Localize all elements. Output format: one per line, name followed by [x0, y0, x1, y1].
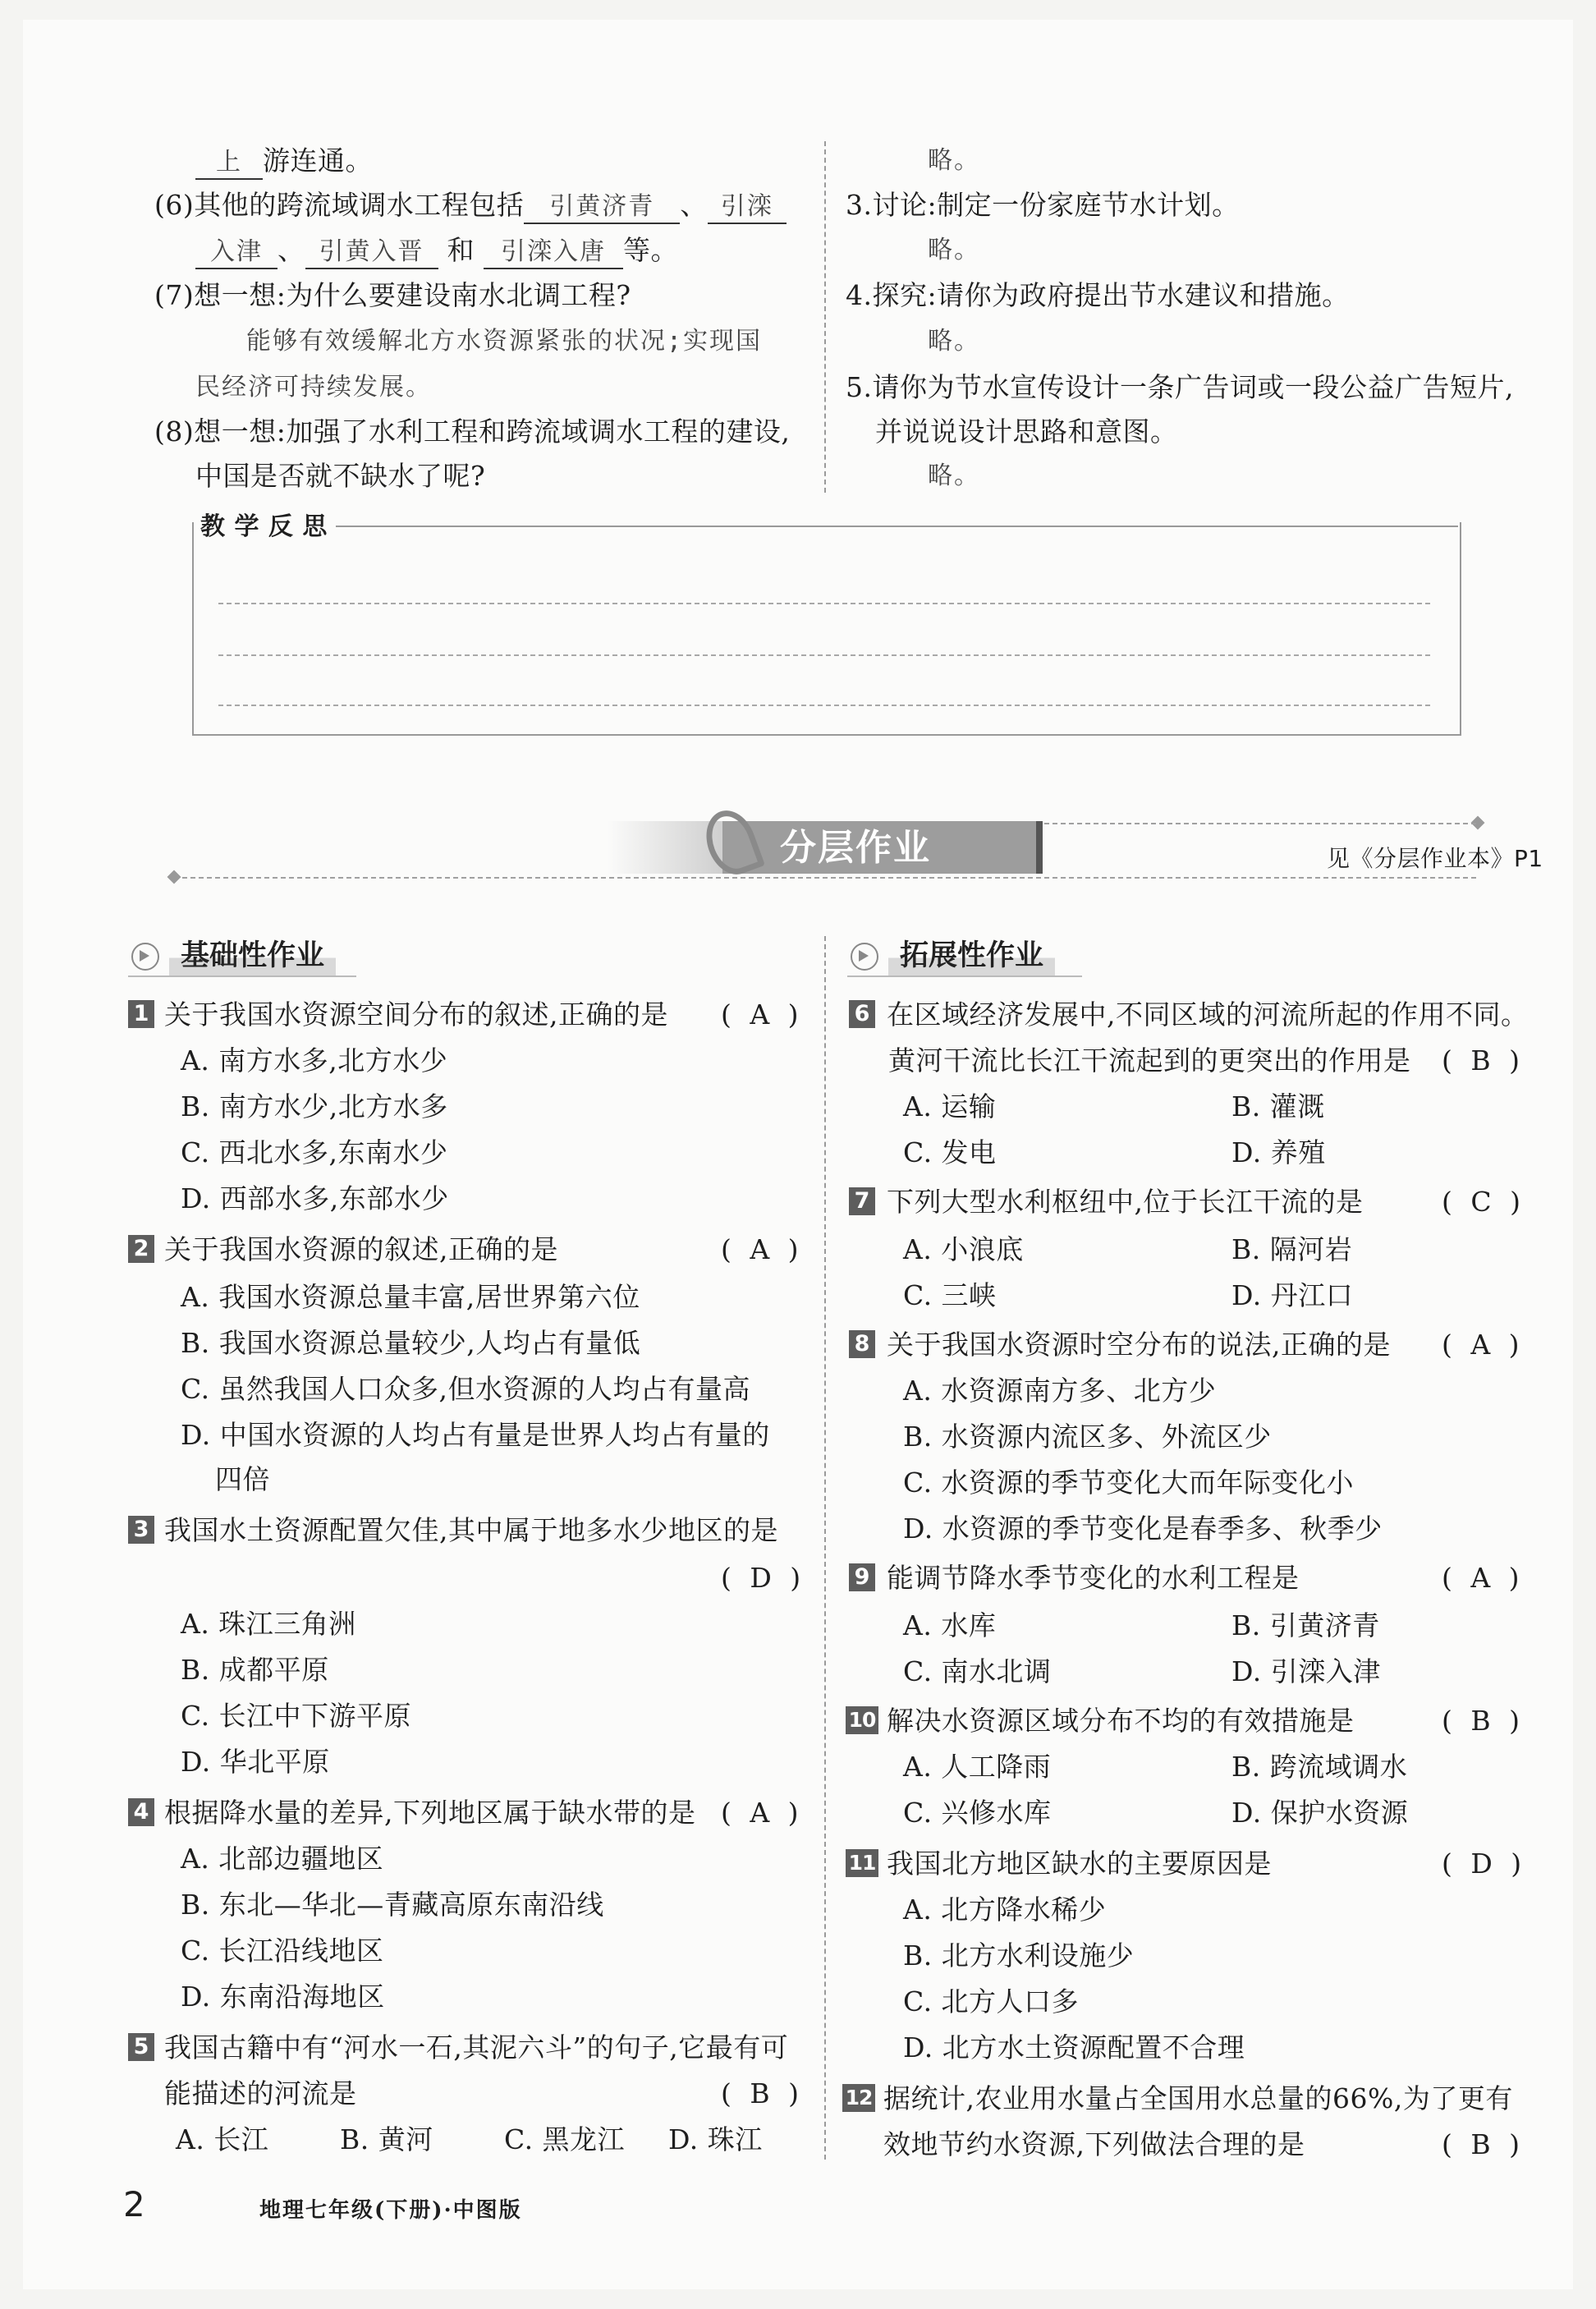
- answer-choice: ( A ): [1442, 1562, 1525, 1594]
- question-number: 6: [849, 1000, 875, 1028]
- answer-blank: 上: [195, 147, 263, 180]
- question-text: 下列大型水利枢纽中,位于长江干流的是: [887, 1186, 1364, 1218]
- q4-explore: 4.探究:请你为政府提出节水建议和措施。: [846, 279, 1350, 311]
- option: A. 人工降雨: [903, 1751, 1052, 1783]
- option: B. 灌溉: [1231, 1090, 1325, 1122]
- answer-choice: ( B ): [1442, 1705, 1525, 1737]
- question-text-continued: 效地节约水资源,下列做法合理的是: [883, 2128, 1305, 2160]
- option: B. 南方水少,北方水多: [181, 1090, 448, 1122]
- option: A. 珠江三角洲: [181, 1608, 356, 1640]
- answer-choice: ( A ): [721, 1797, 804, 1829]
- option: B. 水资源内流区多、外流区少: [903, 1421, 1272, 1453]
- banner-fade: [608, 821, 722, 874]
- option: C. 南水北调: [903, 1655, 1052, 1687]
- reflection-line: [218, 654, 1430, 656]
- header-underline: [128, 975, 356, 977]
- answer-choice: ( B ): [1442, 2128, 1525, 2160]
- option: B. 引黄济青: [1231, 1609, 1380, 1641]
- arrow-icon: [131, 943, 159, 971]
- q7-answer-line-1: 能够有效缓解北方水资源紧张的状况;实现国: [246, 327, 763, 356]
- option: D. 东南沿海地区: [181, 1981, 385, 2013]
- reflection-line: [218, 705, 1430, 706]
- q5-line-2: 并说说设计思路和意图。: [875, 415, 1178, 448]
- workbook-reference: 见《分层作业本》P1: [1327, 845, 1543, 872]
- reflection-line: [218, 603, 1430, 604]
- option: D. 水资源的季节变化是春季多、秋季少: [903, 1513, 1383, 1545]
- question-number: 12: [842, 2084, 875, 2112]
- answer-omitted: 略。: [928, 461, 980, 490]
- banner-title: 分层作业: [780, 827, 931, 869]
- reflection-box: [192, 522, 1461, 736]
- answer-blank: 引黄入晋: [305, 236, 438, 269]
- question-number: 9: [849, 1563, 875, 1591]
- option: A. 南方水多,北方水少: [181, 1044, 448, 1076]
- option: A. 小浪底: [903, 1233, 1024, 1265]
- basic-homework-header: 基础性作业: [131, 936, 336, 975]
- question-number: 8: [849, 1330, 875, 1358]
- question-text-continued: 黄河干流比长江干流起到的更突出的作用是: [888, 1044, 1411, 1076]
- option: B. 北方水利设施少: [903, 1939, 1135, 1972]
- question-number: 1: [128, 1000, 154, 1028]
- question-text: 关于我国水资源的叙述,正确的是: [164, 1233, 558, 1265]
- option-continued: 四倍: [215, 1463, 270, 1495]
- option: C. 虽然我国人口众多,但水资源的人均占有量高: [181, 1373, 751, 1405]
- top-column-divider: [824, 141, 826, 493]
- option: B. 我国水资源总量较少,人均占有量低: [181, 1327, 641, 1359]
- answer-blank: 引黄济青: [524, 191, 680, 224]
- question-number: 4: [128, 1798, 154, 1826]
- option: C. 兴修水库: [903, 1797, 1052, 1829]
- book-title: 地理七年级(下册)·中图版: [259, 2198, 522, 2223]
- option: A. 我国水资源总量丰富,居世界第六位: [181, 1281, 640, 1313]
- answer-omitted: 略。: [928, 146, 980, 175]
- q3-discussion: 3.讨论:制定一份家庭节水计划。: [846, 189, 1240, 221]
- question-text: 根据降水量的差异,下列地区属于缺水带的是: [164, 1797, 696, 1829]
- answer-blank: 引滦: [708, 191, 787, 224]
- option: D. 西部水多,东部水少: [181, 1182, 449, 1214]
- question-text-continued: 能描述的河流是: [164, 2077, 357, 2109]
- question-text: 我国北方地区缺水的主要原因是: [887, 1848, 1272, 1880]
- header-underline: [847, 975, 1082, 977]
- question-number: 5: [128, 2033, 154, 2061]
- question-number: 11: [846, 1849, 878, 1877]
- q6-line-2: 入津 、 引黄入晋 和 引滦入唐 等。: [195, 234, 678, 269]
- top-line-1: 上 游连通。: [195, 145, 373, 180]
- question-text: 我国古籍中有“河水一石,其泥六斗”的句子,它最有可: [164, 2031, 789, 2063]
- answer-choice: ( A ): [1442, 1329, 1525, 1361]
- option: C. 长江沿线地区: [181, 1935, 384, 1967]
- option: A. 北部边疆地区: [181, 1843, 384, 1875]
- option: A. 北方降水稀少: [903, 1894, 1107, 1926]
- option: C. 西北水多,东南水少: [181, 1136, 448, 1168]
- question-text: 能调节降水季节变化的水利工程是: [887, 1562, 1300, 1594]
- option: C. 水资源的季节变化大而年际变化小: [903, 1467, 1355, 1499]
- option: B. 跨流域调水: [1231, 1751, 1408, 1783]
- answer-choice: ( C ): [1442, 1186, 1525, 1218]
- option: D. 养殖: [1231, 1136, 1326, 1168]
- option: D. 引滦入津: [1231, 1655, 1381, 1687]
- arrow-icon: [851, 943, 878, 971]
- option: B. 东北—华北—青藏高原东南沿线: [181, 1889, 604, 1921]
- answer-blank: 入津: [195, 236, 277, 269]
- banner-rule: [174, 877, 1476, 879]
- answer-omitted: 略。: [928, 236, 980, 264]
- answer-choice: ( D ): [1442, 1848, 1527, 1880]
- question-text: 解决水资源区域分布不均的有效措施是: [887, 1705, 1355, 1737]
- question-text: 关于我国水资源时空分布的说法,正确的是: [887, 1329, 1391, 1361]
- option: B. 成都平原: [181, 1654, 329, 1686]
- option: D. 珠江: [668, 2123, 763, 2155]
- q5-line-1: 5.请你为节水宣传设计一条广告词或一段公益广告短片,: [846, 371, 1514, 403]
- question-text: 我国水土资源配置欠佳,其中属于地多水少地区的是: [164, 1514, 778, 1546]
- option: D. 北方水土资源配置不合理: [903, 2031, 1245, 2063]
- question-number: 3: [128, 1516, 154, 1544]
- answer-choice: ( B ): [1442, 1044, 1525, 1076]
- answer-choice: ( B ): [721, 2077, 804, 2109]
- option: D. 华北平原: [181, 1746, 330, 1778]
- option: B. 黄河: [340, 2123, 433, 2155]
- q7-question: (7)想一想:为什么要建设南水北调工程?: [154, 279, 631, 311]
- option: A. 运输: [903, 1090, 997, 1122]
- reflection-title: 教 学 反 思: [200, 511, 336, 544]
- option: A. 水库: [903, 1609, 997, 1641]
- answer-choice: ( A ): [721, 998, 804, 1031]
- question-number: 7: [849, 1187, 875, 1215]
- extended-homework-header: 拓展性作业: [851, 936, 1055, 975]
- option: C. 黑龙江: [504, 2123, 626, 2155]
- q7-answer-line-2: 民经济可持续发展。: [195, 373, 432, 402]
- option: B. 隔河岩: [1231, 1233, 1353, 1265]
- q6-line-1: (6)其他的跨流域调水工程包括 引黄济青 、 引滦: [154, 189, 787, 224]
- option: C. 三峡: [903, 1279, 997, 1311]
- answer-choice: ( A ): [721, 1233, 804, 1265]
- option: C. 北方人口多: [903, 1985, 1080, 2018]
- question-text: 关于我国水资源空间分布的叙述,正确的是: [164, 998, 668, 1031]
- banner-stripe: [1036, 821, 1043, 874]
- question-text: 据统计,农业用水量占全国用水总量的66%,为了更有: [883, 2082, 1513, 2114]
- banner-rule-right: [1044, 823, 1476, 824]
- option: C. 长江中下游平原: [181, 1700, 412, 1732]
- question-number: 10: [846, 1706, 878, 1734]
- question-text: 在区域经济发展中,不同区域的河流所起的作用不同。: [887, 998, 1529, 1031]
- option: D. 丹江口: [1231, 1279, 1354, 1311]
- option: A. 水资源南方多、北方少: [903, 1375, 1217, 1407]
- reflection-top-rule: [328, 526, 1458, 527]
- question-number: 2: [128, 1235, 154, 1263]
- q8-line-2: 中国是否就不缺水了呢?: [195, 460, 486, 492]
- option: A. 长江: [176, 2123, 269, 2155]
- option: D. 中国水资源的人均占有量是世界人均占有量的: [181, 1419, 770, 1451]
- option: C. 发电: [903, 1136, 997, 1168]
- answer-choice: ( D ): [721, 1562, 806, 1594]
- answer-omitted: 略。: [928, 327, 980, 356]
- page-number: 2: [123, 2184, 146, 2224]
- bottom-column-divider: [824, 936, 826, 2160]
- answer-blank: 引滦入唐: [484, 236, 623, 269]
- q8-line-1: (8)想一想:加强了水利工程和跨流域调水工程的建设,: [154, 415, 791, 448]
- option: D. 保护水资源: [1231, 1797, 1409, 1829]
